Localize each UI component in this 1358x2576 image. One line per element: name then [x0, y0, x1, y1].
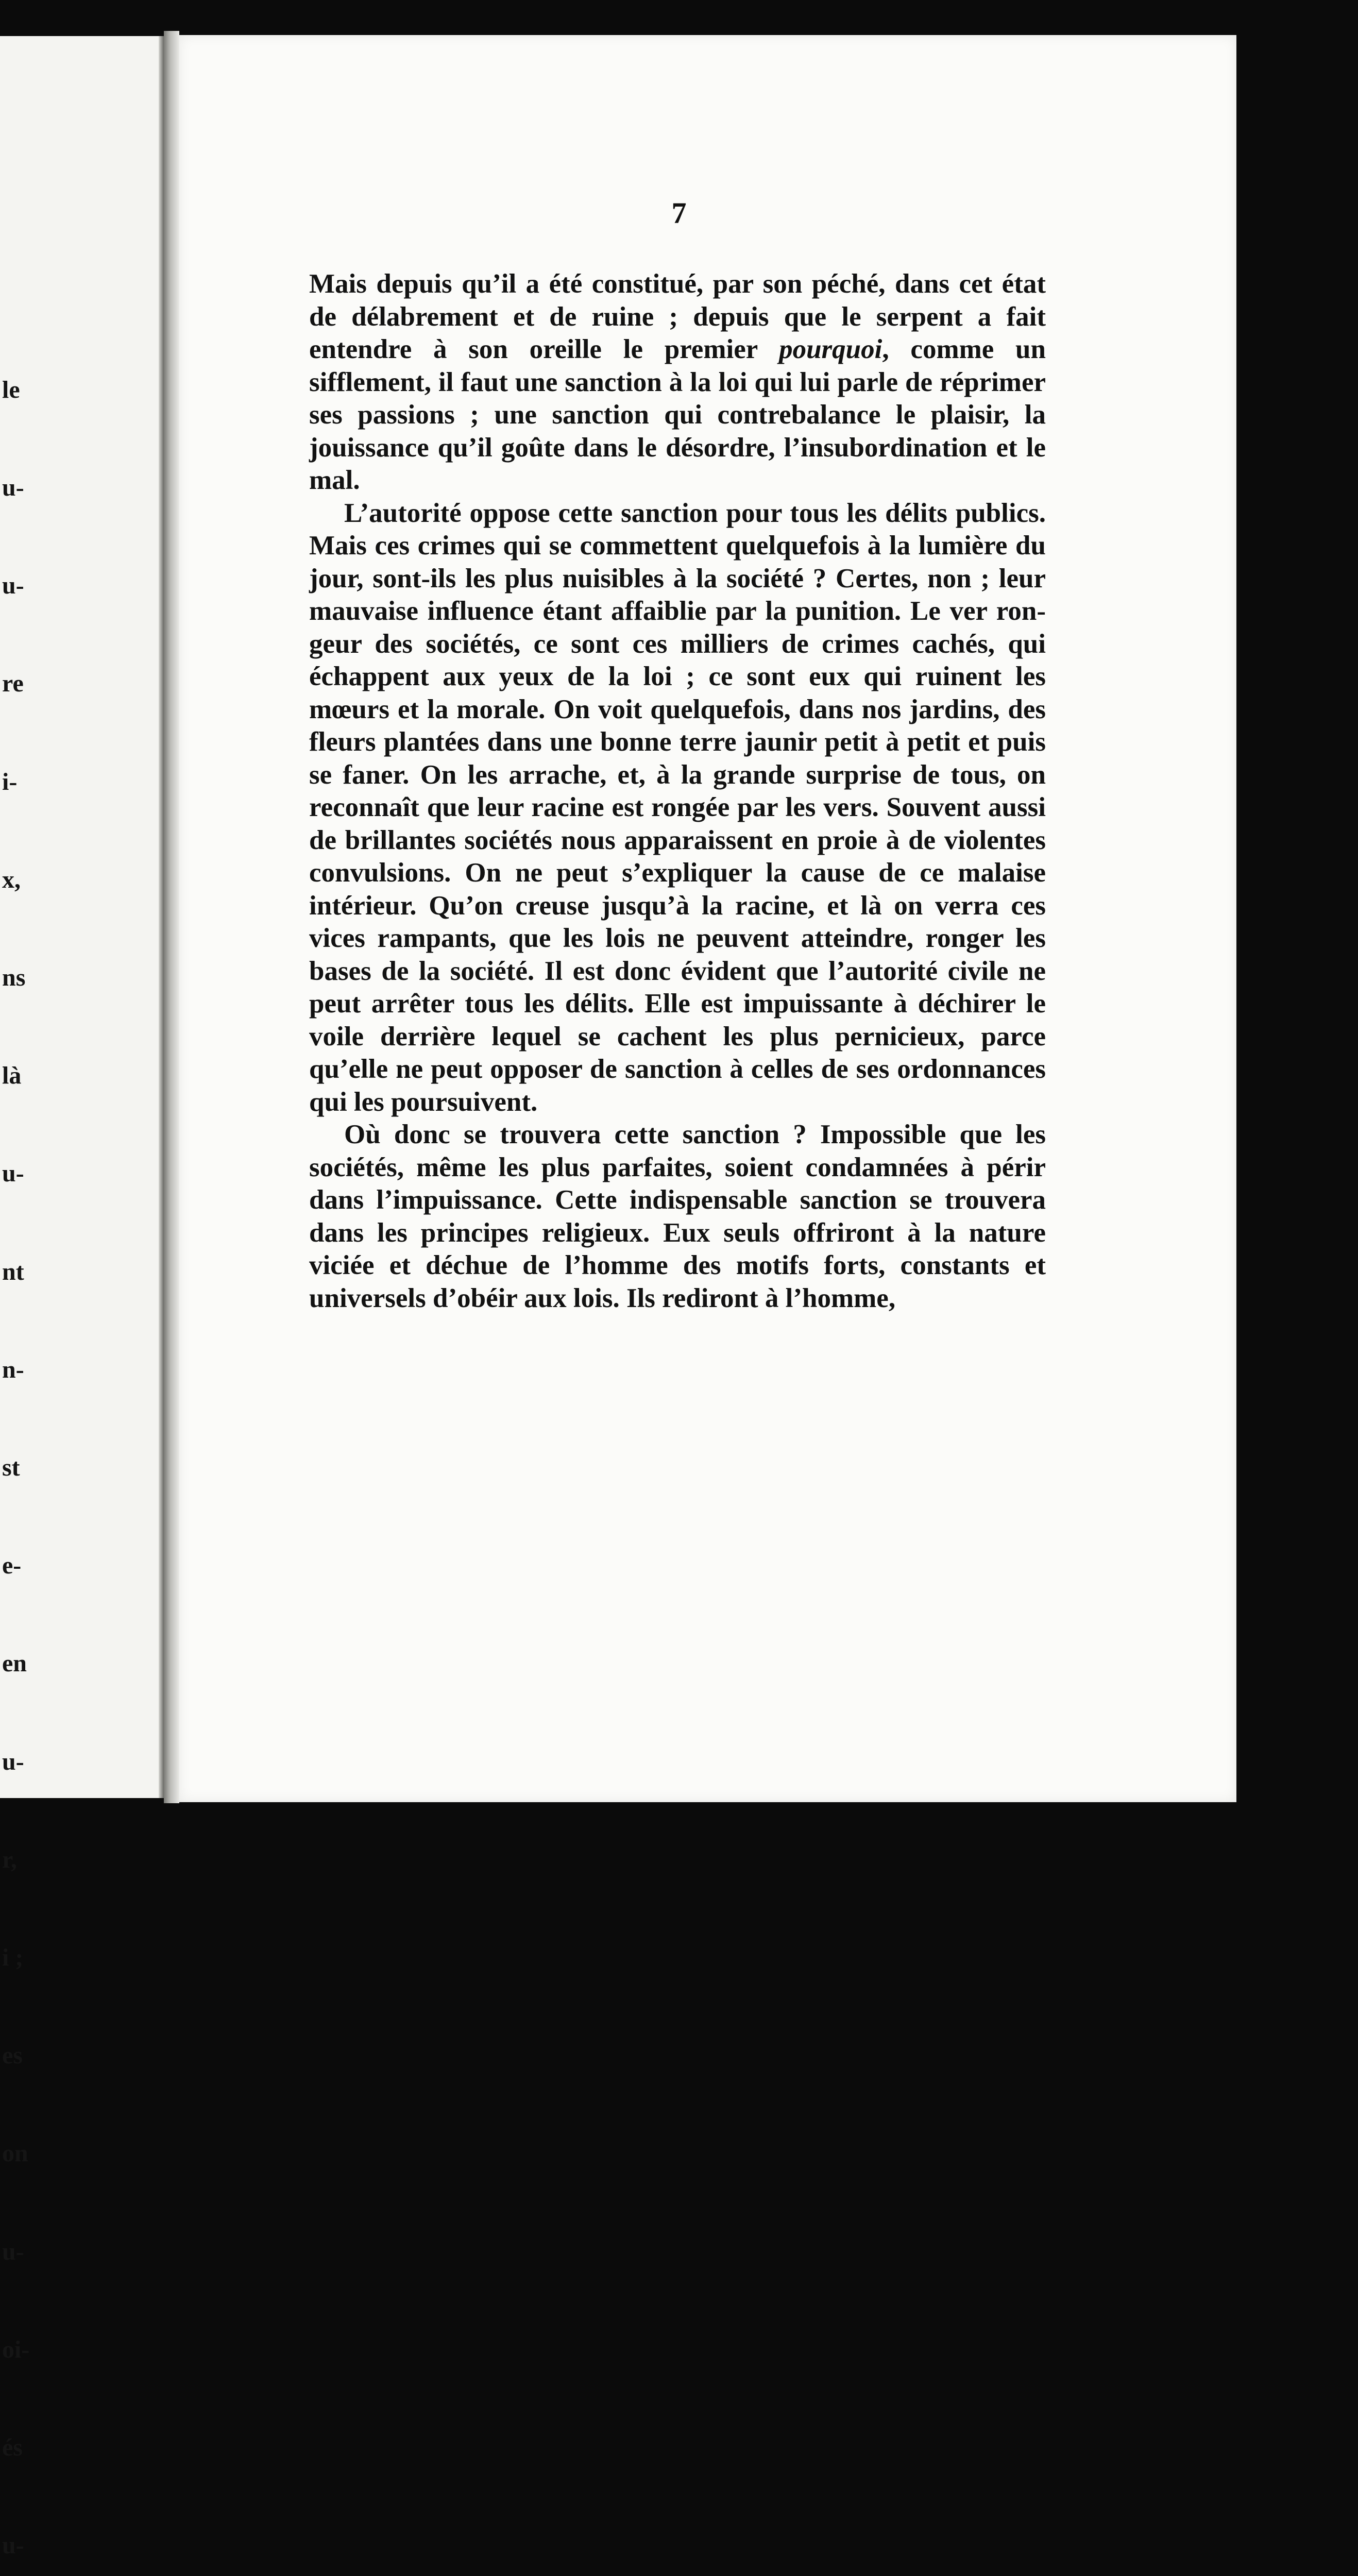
left-fragment: re: [2, 670, 24, 698]
paragraph-1-start: Mais depuis qu’il a été constitué, par son péché, dans cet état de délabrement et de ruine ; depuis que le serpent a fait entendre à son oreille le premier: [309, 269, 1046, 364]
left-fragment: u-: [2, 1160, 24, 1188]
left-fragment: u-: [2, 2532, 24, 2560]
left-fragment: en: [2, 1650, 27, 1677]
italic-word: pourquoi: [779, 334, 882, 364]
left-page-edge: [0, 36, 164, 2560]
left-fragment: i ;: [2, 1944, 24, 1972]
page-body-text: [309, 268, 1046, 1315]
paragraph-3: Où donc se trouvera cette sanction ? Impossible que les sociétés, même les plus parfaites, soient condamnées à périr dans l’impuissance. Cette indispensable sanction se trouvera dans les principes religieux. Eux seuls offriront à la nature viciée et déchue de l’homme des motifs forts, constants et universels d’obéir aux lois. Ils rediront à l’homme,: [309, 1120, 1046, 1313]
paragraph-1: [309, 268, 1046, 497]
left-fragment: i-: [2, 768, 18, 795]
left-fragment: on: [2, 2140, 28, 2167]
left-fragment: là: [2, 1062, 22, 1090]
left-fragment: n-: [2, 1355, 24, 1383]
left-fragment: es: [2, 2042, 23, 2070]
left-fragment: u-: [2, 2238, 24, 2265]
left-fragment: nt: [2, 1258, 24, 1285]
left-fragment: és: [2, 2434, 23, 2462]
left-page-shadow: [159, 36, 164, 1798]
left-fragment: u-: [2, 474, 24, 502]
left-page-line-fragments: [2, 308, 105, 2576]
left-fragment: ns: [2, 964, 26, 992]
left-fragment: e-: [2, 1552, 22, 1580]
left-fragment: u-: [2, 1748, 24, 1775]
paragraph-2: L’autorité oppose cette sanction pour tous les délits publics. Mais ces crimes qui se commettent quelquefois à la lumière du jour, sont-ils les plus nuisibles à la société ? Certes, non ; leur mauvaise influence étant affaiblie par la punition. Le ver rongeur des sociétés, ce sont ces milliers de crimes cachés, qui échappent aux yeux de la loi ; ce sont eux qui ruinent les mœurs et la morale. On voit quelquefois, dans nos jardins, des fleurs plantées dans une bonne terre jaunir petit à petit et puis se faner. On les arrache, et, à la grande surprise de tous, on reconnaît que leur racine est rongée par les vers. Souvent aussi de brillantes sociétés nous apparaissent en proie à de violentes convulsions. On ne peut s’expliquer la cause de ce malaise intérieur. Qu’on creuse jusqu’à la racine, et là on verra ces vices rampants, que les lois ne peuvent atteindre, ronger les bases de la société. Il est donc évident que l’autorité civile ne peut arrêter tous les délits. Elle est impuissante à déchirer le voile derrière lequel se cachent les plus pernicieux, parce qu’elle ne peut opposer de sanction à celles de ses ordonnances qui les poursuivent.: [309, 498, 1046, 1117]
book-gutter: [164, 31, 179, 1803]
page-number: 7: [671, 196, 687, 230]
left-fragment: u-: [2, 572, 24, 600]
left-fragment: oi-: [2, 2335, 30, 2363]
left-fragment: le: [2, 376, 20, 403]
left-fragment: st: [2, 1454, 20, 1482]
left-fragment: r,: [2, 1845, 17, 1873]
paragraph-1-end: , comme un sifflement, il faut une sanction à la loi qui lui parle de réprimer ses passions ; une sanction qui contrebalance le plaisir, la jouissance qu’il goûte dans le désordre, l’insubordination et le mal.: [309, 334, 1046, 495]
left-fragment: x,: [2, 866, 21, 893]
